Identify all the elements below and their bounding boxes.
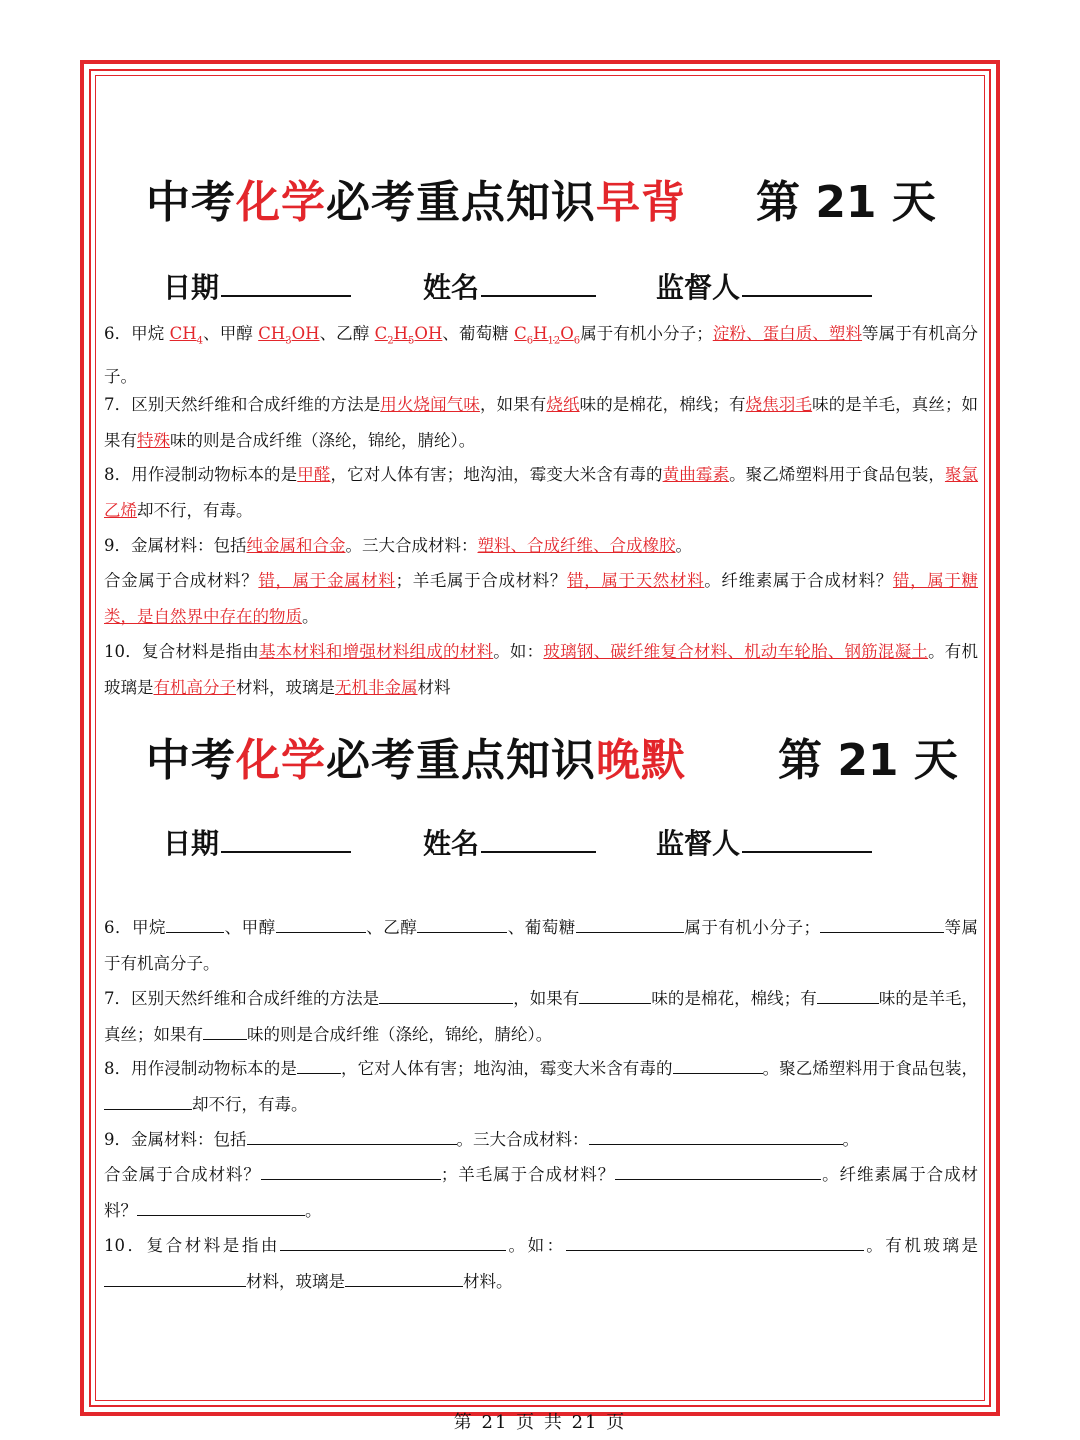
text: 合金属于合成材料？ (104, 1165, 261, 1184)
title-mode: 晚默 (596, 735, 686, 786)
morning-item-8 (104, 457, 978, 528)
morning-item-9 (104, 528, 978, 564)
answer-paper: 烧纸 (546, 395, 580, 414)
text: 材料，玻璃是 (246, 1271, 345, 1291)
date-blank[interactable] (221, 269, 351, 297)
blank[interactable] (261, 1165, 441, 1180)
text: ；羊毛属于合成材料？ (440, 1165, 616, 1184)
blank[interactable] (203, 1025, 247, 1040)
supervisor-label: 监督人 (656, 271, 741, 304)
answer-cellulose: 错，属于糖类，是自然界中存在的物质 (104, 571, 979, 626)
name-field[interactable] (423, 822, 596, 862)
answer-aflatoxin: 黄曲霉素 (662, 465, 730, 484)
page-footer: 第 21 页 共 21 页 (453, 1412, 627, 1433)
supervisor-field[interactable] (656, 822, 872, 862)
text: 却不行，有毒。 (192, 1094, 308, 1114)
blank[interactable] (566, 1236, 864, 1251)
answer-polymers: 淀粉、蛋白质、塑料 (712, 324, 863, 343)
text: 。三大合成材料： (456, 1130, 589, 1149)
answer-alloy: 错，属于金属材料 (258, 571, 396, 590)
answer-composite-def: 基本材料和增强材料组成的材料 (259, 642, 494, 661)
name-label: 姓名 (423, 827, 480, 860)
text: 属于有机小分子； (580, 324, 713, 343)
answer-synthetic: 塑料、合成纤维、合成橡胶 (477, 536, 676, 555)
text: 味的则是合成纤维（涤纶，锦纶，腈纶）。 (170, 430, 476, 450)
answer-special: 特殊 (137, 430, 170, 450)
title-mode: 早背 (596, 177, 686, 228)
blank[interactable] (345, 1272, 463, 1287)
text: 。如： (505, 1236, 566, 1255)
evening-item-7 (104, 981, 978, 1052)
text: ，如果有 (513, 989, 580, 1008)
text: 材料。 (463, 1271, 513, 1291)
morning-day: 第 21 天 (756, 177, 936, 228)
title-subject: 化学 (236, 735, 326, 786)
text: 9．金属材料：包括 (104, 536, 247, 555)
supervisor-blank[interactable] (742, 269, 872, 297)
text: 7．区别天然纤维和合成纤维的方法是 (104, 989, 380, 1008)
morning-title (146, 166, 686, 230)
text: 味的是棉花，棉线；有 (651, 989, 817, 1008)
text: ，它对人体有害；地沟油，霉变大米含有毒的 (340, 1059, 673, 1078)
text: 、甲醇 (224, 918, 276, 937)
name-field[interactable] (423, 266, 596, 306)
date-label: 日期 (163, 827, 220, 860)
answer-metal: 纯金属和合金 (246, 536, 346, 555)
date-field[interactable] (163, 822, 351, 862)
evening-item-9 (104, 1122, 978, 1158)
date-field[interactable] (163, 266, 351, 306)
name-blank[interactable] (481, 825, 596, 853)
answer-wool: 错，属于天然材料 (567, 571, 705, 590)
text: 味的是羊毛，真丝；如果有 (104, 395, 979, 450)
text: 味的则是合成纤维（涤纶，锦纶，腈纶）。 (247, 1024, 553, 1044)
text: ；羊毛属于合成材料？ (395, 571, 568, 590)
answer-organic: 有机高分子 (153, 677, 236, 697)
answer-formaldehyde: 甲醛 (297, 465, 331, 484)
text: 6．甲烷 (104, 918, 167, 937)
answer-ch3oh: $CH_3OH$ (258, 324, 320, 347)
text: 10．复合材料是指由 (104, 642, 260, 661)
morning-item-6 (104, 316, 978, 394)
blank[interactable] (297, 1059, 341, 1074)
text: 9．金属材料：包括 (104, 1130, 247, 1149)
blank[interactable] (276, 918, 366, 933)
blank[interactable] (137, 1201, 305, 1216)
text: 。聚乙烯塑料用于食品包装， (729, 465, 945, 484)
morning-item-7 (104, 387, 978, 458)
evening-item-10 (104, 1228, 978, 1299)
text: 等属于有机高分子。 (104, 324, 979, 386)
answer-feather: 烧焦羽毛 (745, 395, 813, 414)
text: 。有机玻璃是 (104, 642, 979, 697)
blank[interactable] (820, 918, 944, 933)
evening-item-8 (104, 1051, 978, 1122)
text: 。纤维素属于合成材料？ (704, 571, 893, 590)
date-label: 日期 (163, 271, 220, 304)
text: 。 (302, 606, 319, 626)
text: ，如果有 (479, 395, 547, 414)
text: 、乙醇 (319, 324, 375, 343)
text: 味的是羊毛，真丝；如果有 (104, 989, 979, 1044)
evening-item-6 (104, 910, 978, 981)
morning-item-10 (104, 634, 978, 705)
text: 等属于有机高分子。 (104, 918, 979, 973)
blank[interactable] (673, 1059, 763, 1074)
text: 、甲醇 (203, 324, 259, 343)
text: 、葡萄糖 (442, 324, 515, 343)
text: 8．用作浸制动物标本的是 (104, 465, 298, 484)
text: 。如： (493, 642, 544, 661)
title-part: 中考 (146, 177, 236, 228)
text: 6．甲烷 (104, 324, 170, 343)
blank[interactable] (615, 1165, 821, 1180)
text: 。聚乙烯塑料用于食品包装， (762, 1059, 979, 1078)
text: 10．复合材料是指由 (104, 1236, 280, 1255)
evening-title (146, 724, 686, 788)
answer-ch4: $CH_4$ (169, 324, 204, 347)
supervisor-label: 监督人 (656, 827, 741, 860)
date-blank[interactable] (221, 825, 351, 853)
text: 味的是棉花，棉线；有 (579, 395, 746, 414)
morning-item-9b (104, 563, 978, 634)
blank[interactable] (417, 918, 507, 933)
text: 却不行，有毒。 (137, 500, 253, 520)
blank[interactable] (280, 1236, 506, 1251)
blank[interactable] (589, 1130, 843, 1145)
text: 材料 (417, 677, 451, 697)
blank[interactable] (104, 1272, 246, 1287)
text: ，它对人体有害；地沟油，霉变大米含有毒的 (330, 465, 663, 484)
answer-pvc: 聚氯乙烯 (104, 465, 979, 520)
name-label: 姓名 (423, 271, 480, 304)
text: 。三大合成材料： (345, 536, 478, 555)
answer-inorganic: 无机非金属 (335, 677, 418, 697)
text: 属于有机小分子； (683, 918, 820, 937)
blank[interactable] (104, 1095, 192, 1110)
text: 8．用作浸制动物标本的是 (104, 1059, 297, 1078)
blank[interactable] (166, 918, 224, 933)
answer-glucose: $C_6H_{12}O_6$ (514, 324, 581, 347)
evening-item-9b (104, 1157, 978, 1228)
answer-method: 用火烧闻气味 (380, 395, 480, 414)
supervisor-blank[interactable] (742, 825, 872, 853)
title-part: 中考 (146, 735, 236, 786)
text: 。 (675, 536, 692, 555)
text: 材料，玻璃是 (236, 677, 335, 697)
title-part: 必考重点知识 (326, 177, 596, 228)
title-subject: 化学 (236, 177, 326, 228)
blank[interactable] (247, 1130, 457, 1145)
blank[interactable] (379, 989, 513, 1004)
text: 、葡萄糖 (507, 918, 576, 937)
blank[interactable] (817, 989, 879, 1004)
answer-c2h5oh: $C_2H_5OH$ (374, 324, 443, 347)
text: 。 (305, 1200, 322, 1220)
text: 。 (842, 1130, 859, 1149)
evening-day: 第 21 天 (778, 735, 958, 786)
text: 合金属于合成材料？ (104, 571, 259, 590)
answer-examples: 玻璃钢、碳纤维复合材料、机动车轮胎、钢筋混凝土 (543, 642, 929, 661)
blank[interactable] (576, 918, 684, 933)
blank[interactable] (579, 989, 651, 1004)
text: 、乙醇 (365, 918, 418, 937)
name-blank[interactable] (481, 269, 596, 297)
title-part: 必考重点知识 (326, 735, 596, 786)
text: 7．区别天然纤维和合成纤维的方法是 (104, 395, 381, 414)
text: 。纤维素属于合成材料？ (104, 1165, 979, 1220)
supervisor-field[interactable] (656, 266, 872, 306)
text: 。有机玻璃是 (863, 1236, 979, 1255)
